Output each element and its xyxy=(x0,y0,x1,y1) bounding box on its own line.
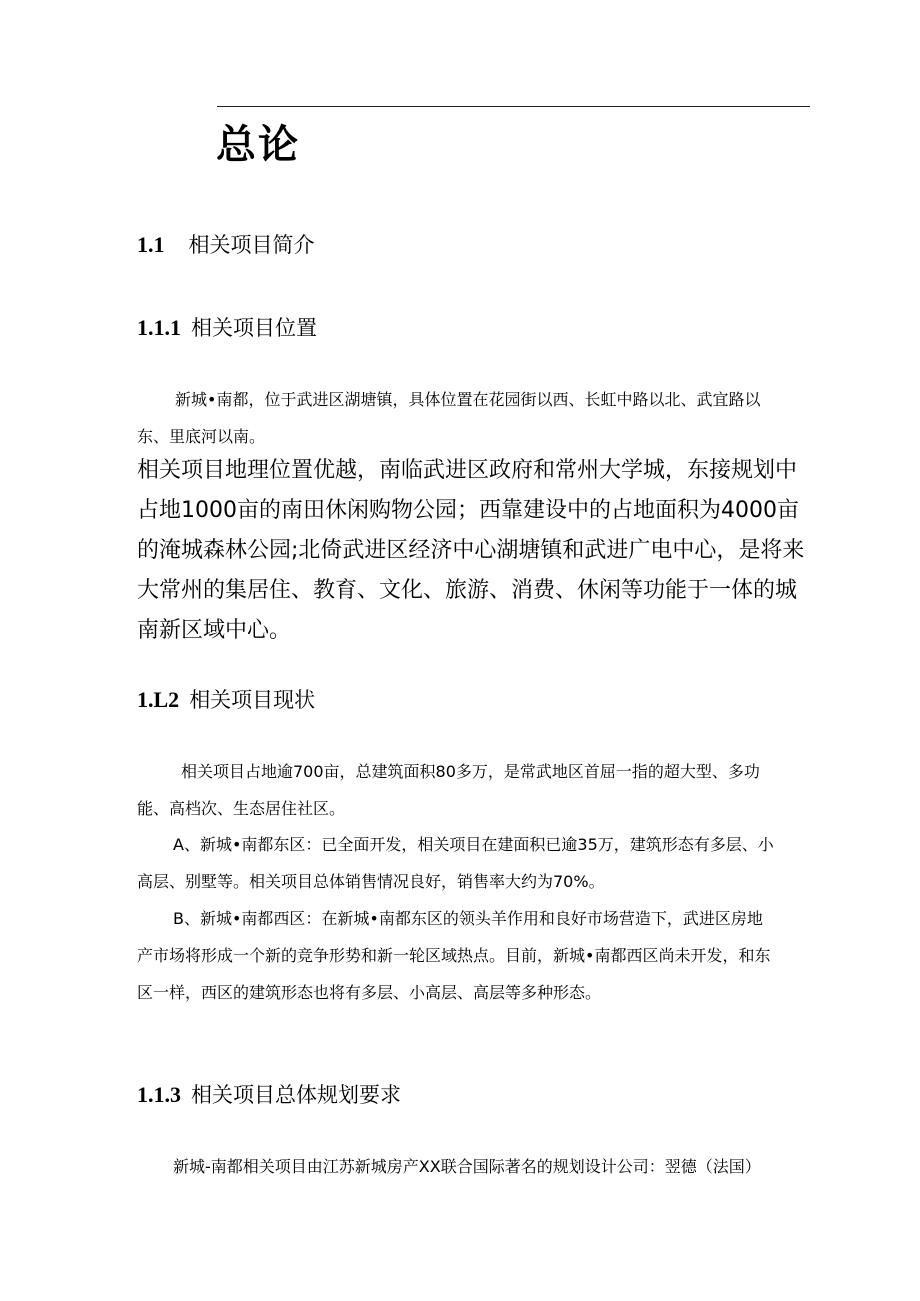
section-heading-1-1 xyxy=(137,227,315,262)
section-heading-1-1-3 xyxy=(137,1078,401,1114)
section-title: 相关项目现状 xyxy=(189,688,316,712)
section-number: 1.1.1 xyxy=(137,315,181,340)
section-heading-1-1-2 xyxy=(137,683,315,719)
paragraph-status-overview: 相关项目占地逾700亩，总建筑面积80多万，是常武地区首屈一指的超大型、多功能、高档次、生态居住社区。 xyxy=(137,762,760,818)
paragraph-status-east: A、新城•南都东区：已全面开发，相关项目在建面积已逾35万，建筑形态有多层、小高层、别墅等。相关项目总体销售情况良好，销售率大约为70%。 xyxy=(137,835,774,891)
section-number: 1.1 xyxy=(137,232,165,257)
section-title: 相关项目位置 xyxy=(191,316,317,340)
paragraph-planning-intro: 新城-南都相关项目由江苏新城房产XX联合国际著名的规划设计公司：翌德（法国） xyxy=(173,1157,761,1176)
paragraph-status-west: B、新城•南都西区：在新城•南都东区的领头羊作用和良好市场营造下，武进区房地产市场将形成一个新的竞争形势和新一轮区域热点。目前，新城•南都西区尚未开发，和东区一样，西区的建筑形态也将有多层、小高层、高层等多种形态。 xyxy=(137,909,771,1002)
section-title: 相关项目简介 xyxy=(188,233,315,257)
section-heading-1-1-1 xyxy=(137,311,317,347)
paragraph-location-intro: 新城•南都，位于武进区湖塘镇，具体位置在花园街以西、长虹中路以北、武宜路以东、里底河以南。 xyxy=(137,390,761,446)
header-rule xyxy=(217,106,810,107)
section-number: 1.L2 xyxy=(137,687,180,712)
section-title: 相关项目总体规划要求 xyxy=(191,1083,401,1107)
chapter-title: 总论 xyxy=(216,122,300,168)
section-number: 1.1.3 xyxy=(137,1082,181,1107)
paragraph-location-advantage: 相关项目地理位置优越，南临武进区政府和常州大学城，东接规划中占地1000亩的南田休闲购物公园；西靠建设中的占地面积为4000亩的淹城森林公园;北倚武进区经济中心湖塘镇和武进广电中心，是将来大常州的集居住、教育、文化、旅游、消费、休闲等功能于一体的城南新区域中心。 xyxy=(137,458,805,643)
